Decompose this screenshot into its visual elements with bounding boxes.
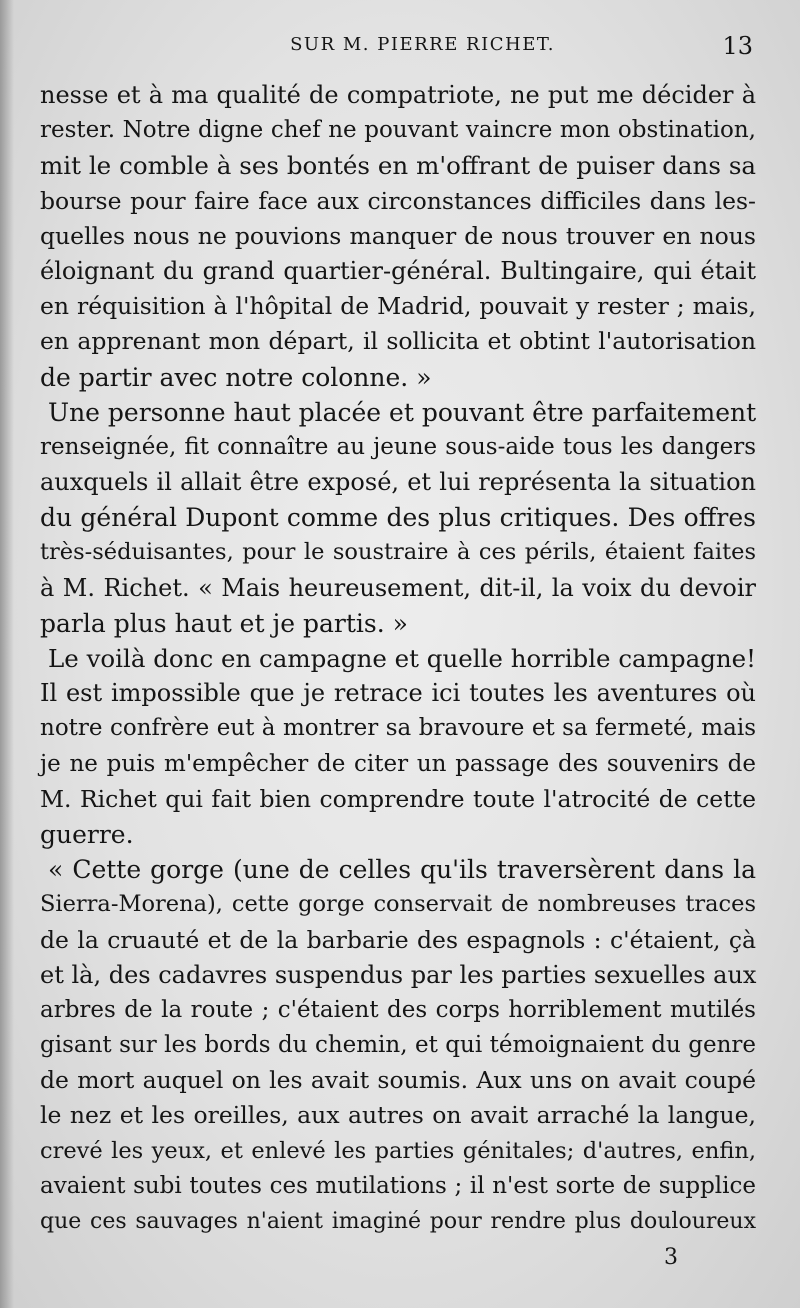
running-head: SUR M. PIERRE RICHET. [290,34,555,55]
text-line: à M. Richet. « Mais heureusement, dit-il, la voix du devoir [40,573,756,602]
text-line: quelles nous ne pouvions manquer de nous trouver en nous [40,221,756,250]
text-line: de la cruauté et de la barbarie des espagnols : c'étaient, çà [40,925,756,954]
text-line: gisant sur les bords du chemin, et qui témoignaient du genre [40,1032,756,1059]
text-line: que ces sauvages n'aient imaginé pour rendre plus douloureux [40,1209,756,1234]
text-line: guerre. [40,819,134,849]
text-line: arbres de la route ; c'étaient des corps horriblement mutilés [40,996,756,1023]
text-line: renseignée, fit connaître au jeune sous-aide tous les dangers [40,433,756,460]
page-number: 13 [722,32,753,60]
text-line: notre confrère eut à montrer sa bravoure et sa fermeté, mais [40,715,756,742]
signature-mark: 3 [664,1245,678,1270]
text-line: de partir avec notre colonne. » [40,362,432,392]
text-line: bourse pour faire face aux circonstances difficiles dans les- [40,186,756,215]
body-text [40,78,756,1239]
text-line: le nez et les oreilles, aux autres on avait arraché la langue, [40,1101,756,1130]
text-line: avaient subi toutes ces mutilations ; il n'est sorte de supplice [40,1172,756,1199]
text-line: Il est impossible que je retrace ici toutes les aventures où [40,679,756,708]
text-line: rester. Notre digne chef ne pouvant vaincre mon obstination, [40,117,756,144]
text-line: en apprenant mon départ, il sollicita et obtint l'autorisation [40,327,756,356]
text-line: Une personne haut placée et pouvant être parfaitement [48,397,757,427]
text-line: « Cette gorge (une de celles qu'ils traversèrent dans la [48,855,756,885]
page-header [40,30,765,66]
text-line: auxquels il allait être exposé, et lui représenta la situation [40,468,756,497]
text-line: Sierra-Morena), cette gorge conservait de nombreuses traces [40,891,756,918]
text-line: nesse et à ma qualité de compatriote, ne put me décider à [40,81,756,109]
text-line: en réquisition à l'hôpital de Madrid, pouvait y rester ; mais, [40,292,756,321]
text-line: et là, des cadavres suspendus par les parties sexuelles aux [40,960,757,989]
text-line: éloignant du grand quartier-général. Bultingaire, qui était [40,256,756,285]
text-line: mit le comble à ses bontés en m'offrant de puiser dans sa [40,151,756,181]
text-line: je ne puis m'empêcher de citer un passage des souvenirs de [40,750,756,777]
text-line: crevé les yeux, et enlevé les parties génitales; d'autres, enfin, [40,1137,756,1164]
text-line: parla plus haut et je partis. » [40,608,408,638]
text-line: de mort auquel on les avait soumis. Aux uns on avait coupé [40,1066,756,1095]
text-line: Le voilà donc en campagne et quelle horrible campagne! [48,644,756,673]
text-line: M. Richet qui fait bien comprendre toute l'atrocité de cette [40,784,756,813]
text-line: très-séduisantes, pour le soustraire à ces périls, étaient faites [40,539,756,566]
text-line: du général Dupont comme des plus critiques. Des offres [40,503,756,533]
